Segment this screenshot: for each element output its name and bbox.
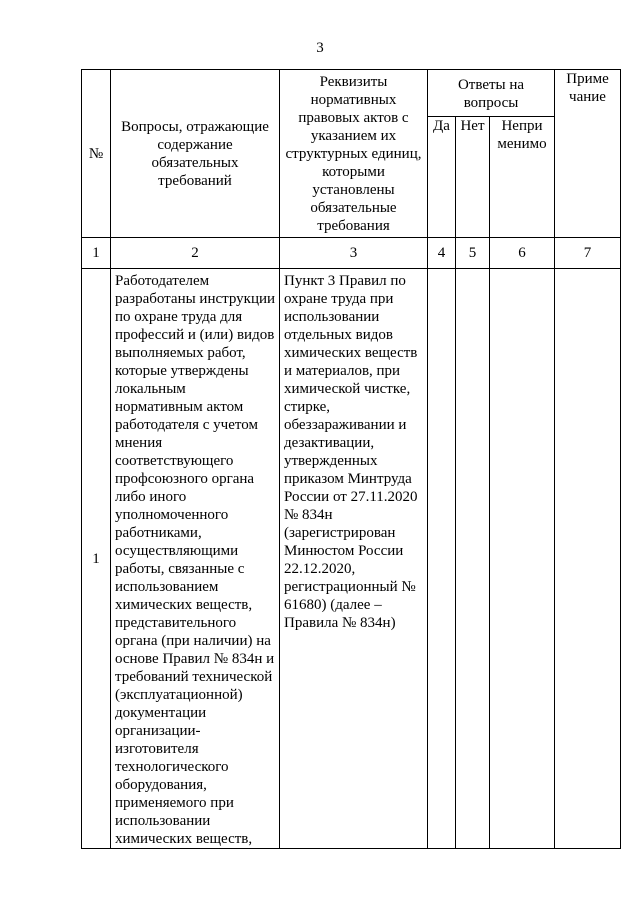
header-answers: Ответы на вопросы xyxy=(428,70,555,117)
header-no: Нет xyxy=(456,117,490,238)
column-number: 1 xyxy=(82,238,111,269)
question-cell xyxy=(111,269,280,849)
header-num: № xyxy=(82,70,111,238)
note-cell xyxy=(555,269,621,849)
answer-no-cell xyxy=(456,269,490,849)
page-number: 3 xyxy=(316,40,324,56)
header-note: Приме чание xyxy=(555,70,621,238)
column-number: 6 xyxy=(490,238,555,269)
row-number: 1 xyxy=(82,269,111,849)
question-text: Работодателем разработаны инструкции по охране труда для профессий и (или) видов выполняемых работ, которые утверждены локальным нормативным актом работодателя с учетом мнения соответствующего профсоюзного органа либо иного уполномоченного работниками, осуществляющими работы, связанные с использованием химических веществ, представительного органа (при наличии) на основе Правил № 834н и требований технической (эксплуатационной) документации организации-изготовителя технологического оборудования, применяемого при использовании химических веществ, xyxy=(115,273,276,847)
requirements-table xyxy=(81,69,621,849)
answer-not-applicable-cell xyxy=(490,269,555,849)
header-not-applicable: Непри менимо xyxy=(490,117,555,238)
requisites-cell xyxy=(280,269,428,849)
column-number: 5 xyxy=(456,238,490,269)
column-number: 2 xyxy=(111,238,280,269)
answer-yes-cell xyxy=(428,269,456,849)
header-questions: Вопросы, отражающие содержание обязательных требований xyxy=(111,70,280,238)
header-yes: Да xyxy=(428,117,456,238)
column-number: 3 xyxy=(280,238,428,269)
column-number: 7 xyxy=(555,238,621,269)
table-row xyxy=(82,269,621,849)
header-requisites: Реквизиты нормативных правовых актов с указанием их структурных единиц, которыми установлены обязательные требования xyxy=(280,70,428,238)
column-number: 4 xyxy=(428,238,456,269)
requisites-text: Пункт 3 Правил по охране труда при использовании отдельных видов химических веществ и материалов, при химической чистке, стирке, обеззараживании и дезактивации, утвержденных приказом Минтруда России от 27.11.2020 № 834н (зарегистрирован Минюстом России 22.12.2020, регистрационный № 61680) (далее – Правила № 834н) xyxy=(284,273,418,631)
